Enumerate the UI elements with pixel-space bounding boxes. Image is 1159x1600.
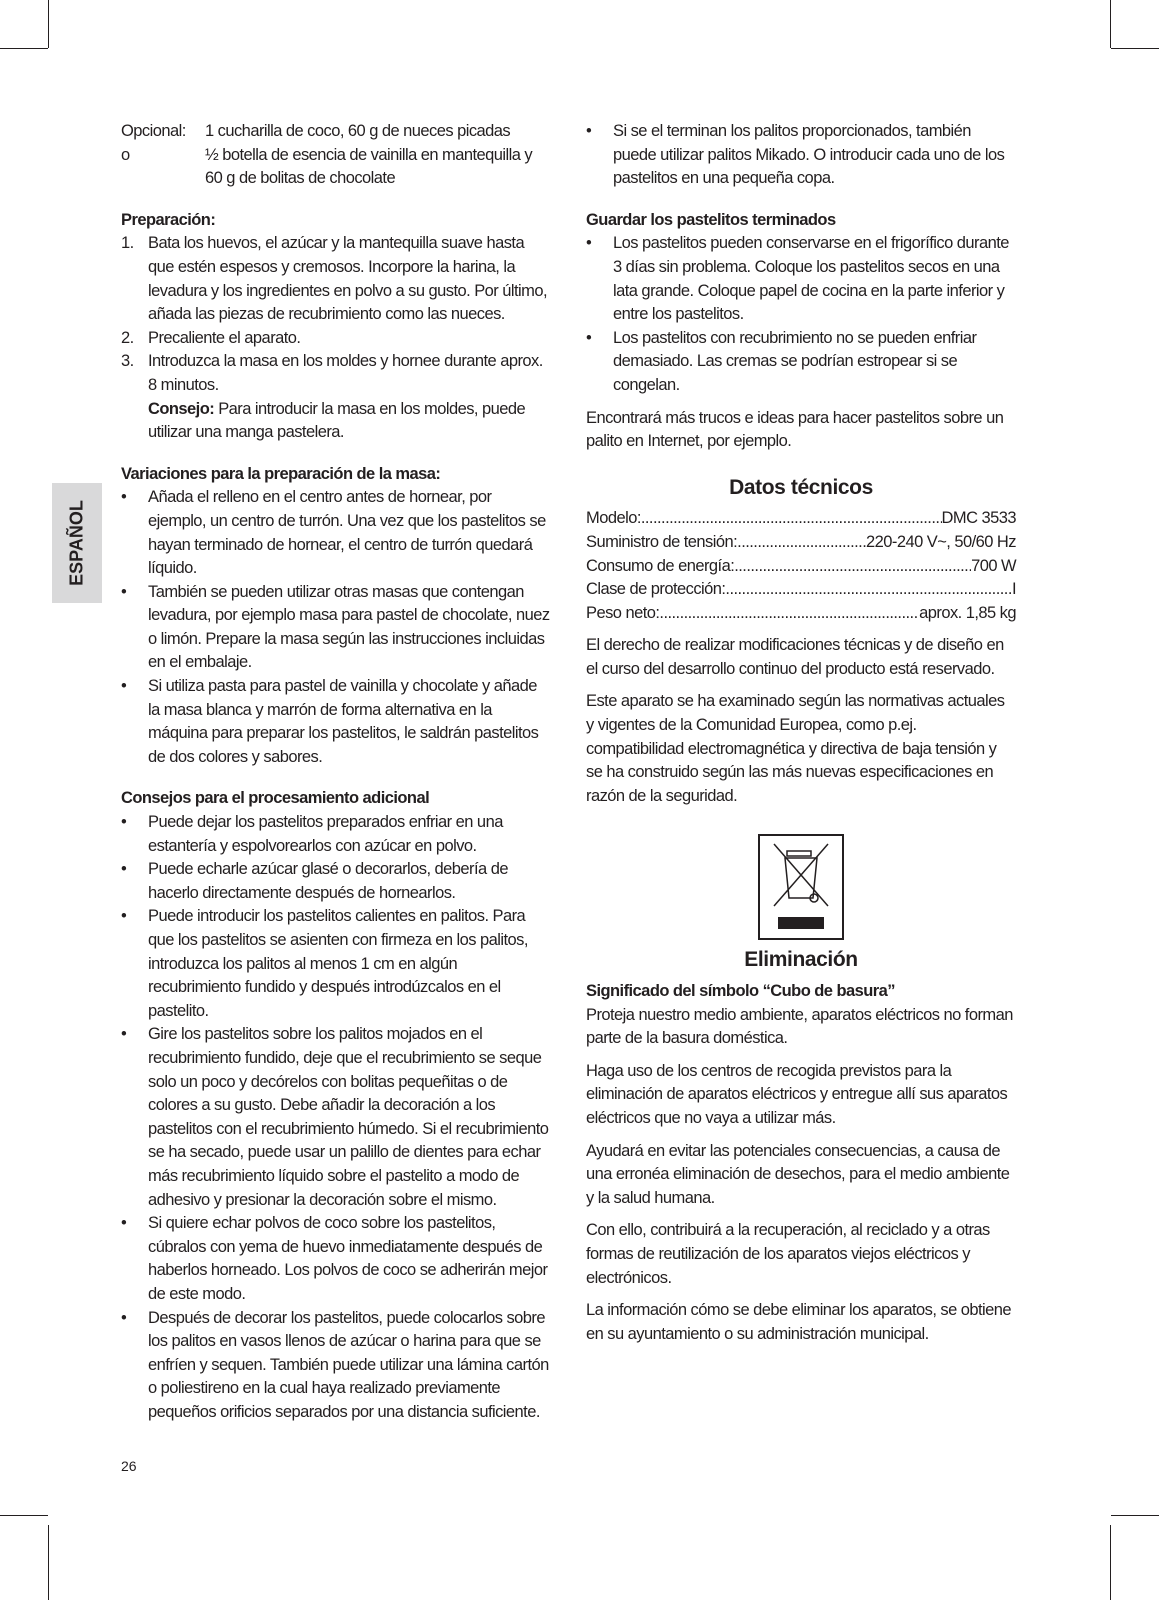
rights-text: El derecho de realizar modificaciones técnicas y de diseño en el curso del desarrollo continuo del producto está reservado. bbox=[586, 636, 1004, 678]
step bbox=[121, 327, 551, 351]
step-number: 1. bbox=[121, 234, 134, 253]
optional-row bbox=[121, 120, 551, 144]
crop-mark bbox=[0, 1515, 48, 1516]
preparation-steps bbox=[121, 232, 551, 444]
step-text: Introduzca la masa en los moldes y hornee durante aprox. 8 minutos. bbox=[148, 352, 543, 394]
list-item: • Después de decorar los pastelitos, puede colocarlos sobre los palitos en vasos llenos de azúcar o harina para que se enfríen y sequen. También puede utilizar una lámina cartón o poliestireno en la cual haya realizado previamente pequeños orificios separados por una distancia suficiente. bbox=[121, 1308, 549, 1421]
step-number: 2. bbox=[121, 328, 134, 347]
list-item: • Puede introducir los pastelitos calientes en palitos. Para que los pastelitos se asienten con firmeza en los palitos, introduzca los palitos al menos 1 cm en algún recubrimiento fundido y después introdúzcalos en el pastelito. bbox=[121, 907, 528, 1020]
step-number: 3. bbox=[121, 352, 134, 371]
spec-table bbox=[586, 507, 1016, 625]
tech-data-heading: Datos técnicos bbox=[729, 475, 873, 499]
list-item: • Añada el relleno en el centro antes de hornear, por ejemplo, un centro de turrón. Una vez que los pastelitos se hayan terminado de hornear, el centro de turrón quedará líquido. bbox=[121, 488, 546, 578]
tip-label: Consejo: bbox=[148, 399, 215, 418]
optional-key: Opcional: bbox=[121, 122, 186, 140]
disposal-paragraph: Con ello, contribuirá a la recuperación, al reciclado y a otras formas de reutilización de los aparatos viejos eléctricos y electrónicos. bbox=[586, 1221, 990, 1287]
right-column bbox=[586, 120, 1016, 1346]
list-item: • Si quiere echar polvos de coco sobre los pastelitos, cúbralos con yema de huevo inmediatamente después de haberlos horneado. Los polvos de coco se adherirán mejor de este modo. bbox=[121, 1214, 548, 1303]
tip-text: Para introducir la masa en los moldes, puede utilizar una manga pastelera. bbox=[148, 399, 526, 442]
spec-row: Peso neto: ..... aprox. 1,85 kg bbox=[586, 602, 1016, 626]
step-text: Precaliente el aparato. bbox=[148, 328, 301, 347]
step bbox=[121, 350, 551, 444]
variations-list bbox=[121, 486, 551, 769]
optional-value: ½ botella de esencia de vainilla en mantequilla y 60 g de bolitas de chocolate bbox=[205, 145, 533, 188]
language-tab-label: ESPAÑOL bbox=[66, 500, 87, 586]
crop-mark bbox=[0, 48, 48, 49]
eu-text: Este aparato se ha examinado según las normativas actuales y vigentes de la Comunidad Europea, como p.ej. compatibilidad electromagnética y directiva de baja tensión y se ha construido según las más nuevas especificaciones en razón de la seguridad. bbox=[586, 692, 1005, 805]
crossed-out-bin-icon bbox=[758, 834, 844, 940]
storage-list bbox=[586, 232, 1016, 397]
left-column bbox=[121, 120, 551, 1424]
crop-mark bbox=[1111, 48, 1159, 49]
disposal-paragraph: Ayudará en evitar las potenciales consecuencias, a causa de una erronéa eliminación de desechos, para el medio ambiente y la salud humana. bbox=[586, 1141, 1010, 1207]
list-item: • Si utiliza pasta para pastel de vainilla y chocolate y añade la masa blanca y marrón de forma alternativa en la máquina para preparar los pastelitos, le saldrán pastelitos de dos colores y sabores. bbox=[121, 677, 539, 766]
step bbox=[121, 232, 551, 326]
spec-row: Modelo: ..... DMC 3533 bbox=[586, 507, 1016, 531]
continued-list bbox=[586, 120, 1016, 191]
optional-key: o bbox=[121, 145, 130, 164]
disposal-paragraph: Haga uso de los centros de recogida previstos para la eliminación de aparatos eléctricos y entregue allí sus aparatos eléctricos que no vaya a utilizar más. bbox=[586, 1061, 1008, 1127]
list-item: • Puede echarle azúcar glasé o decorarlos, debería de hacerlo directamente después de hornearlos. bbox=[121, 860, 508, 902]
list-item: • Si se el terminan los palitos proporcionados, también puede utilizar palitos Mikado. O introducir cada uno de los pastelitos en una pequeña copa. bbox=[586, 122, 1005, 188]
tips-list bbox=[121, 811, 551, 1424]
page-number: 26 bbox=[121, 1458, 137, 1474]
spec-row: Suministro de tensión: ..... 220-240 V~, 50/60 Hz bbox=[586, 531, 1016, 555]
disposal-heading: Eliminación bbox=[744, 948, 858, 972]
crop-mark bbox=[48, 0, 49, 48]
spec-row: Clase de protección: ..... I bbox=[586, 578, 1016, 602]
spec-row: Consumo de energía: ..... 700 W bbox=[586, 555, 1016, 579]
disposal-paragraph: Proteja nuestro medio ambiente, aparatos eléctricos no forman parte de la basura doméstica. bbox=[586, 1005, 1013, 1048]
list-item: • Gire los pastelitos sobre los palitos mojados en el recubrimiento fundido, deje que el recubrimiento se seque solo un poco y decórelos con bolitas pequeñitas o de colores a su gusto. Debe añadir la decoración a los pastelitos con el recubrimiento húmedo. Si el recubrimiento se ha secado, puede usar un palillo de dientes para echar más recubrimiento líquido sobre el pastelito a modo de adhesivo y presionar la decoración sobre el mismo. bbox=[121, 1025, 549, 1209]
variations-heading: Variaciones para la preparación de la masa: bbox=[121, 464, 441, 483]
language-tab bbox=[52, 483, 102, 603]
crop-mark bbox=[1110, 1525, 1111, 1600]
crop-mark bbox=[48, 1525, 49, 1600]
optional-value: 1 cucharilla de coco, 60 g de nueces picadas bbox=[205, 122, 511, 140]
list-item: • Los pastelitos con recubrimiento no se pueden enfriar demasiado. Las cremas se podrían estropear si se congelan. bbox=[586, 328, 977, 394]
crop-mark bbox=[1110, 0, 1111, 48]
preparation-heading: Preparación: bbox=[121, 210, 216, 229]
list-item: • Puede dejar los pastelitos preparados enfriar en una estantería y espolvorearlos con azúcar en polvo. bbox=[121, 813, 503, 855]
list-item: • También se pueden utilizar otras masas que contengan levadura, por ejemplo masa para pastel de chocolate, nuez o limón. Prepare la masa según las instrucciones incluidas en el embalaje. bbox=[121, 582, 550, 672]
list-item: • Los pastelitos pueden conservarse en el frigorífico durante 3 días sin problema. Coloque los pastelitos secos en una lata grande. Coloque papel de cocina en la parte inferior y entre los pastelitos. bbox=[586, 234, 1009, 324]
crop-mark bbox=[1111, 1515, 1159, 1516]
internet-text: Encontrará más trucos e ideas para hacer pastelitos sobre un palito en Internet, por ejemplo. bbox=[586, 408, 1004, 451]
symbol-heading: Significado del símbolo “Cubo de basura” bbox=[586, 982, 895, 1001]
disposal-paragraph: La información cómo se debe eliminar los aparatos, se obtiene en su ayuntamiento o su administración municipal. bbox=[586, 1301, 1012, 1343]
step-text: Bata los huevos, el azúcar y la mantequilla suave hasta que estén espesos y cremosos. Incorpore la harina, la levadura y los ingredientes en polvo a su gusto. Por último, añada las piezas de recubrimiento como las nueces. bbox=[148, 234, 547, 324]
optional-row bbox=[121, 144, 551, 191]
tips-heading: Consejos para el procesamiento adicional bbox=[121, 789, 430, 808]
storage-heading: Guardar los pastelitos terminados bbox=[586, 210, 836, 229]
